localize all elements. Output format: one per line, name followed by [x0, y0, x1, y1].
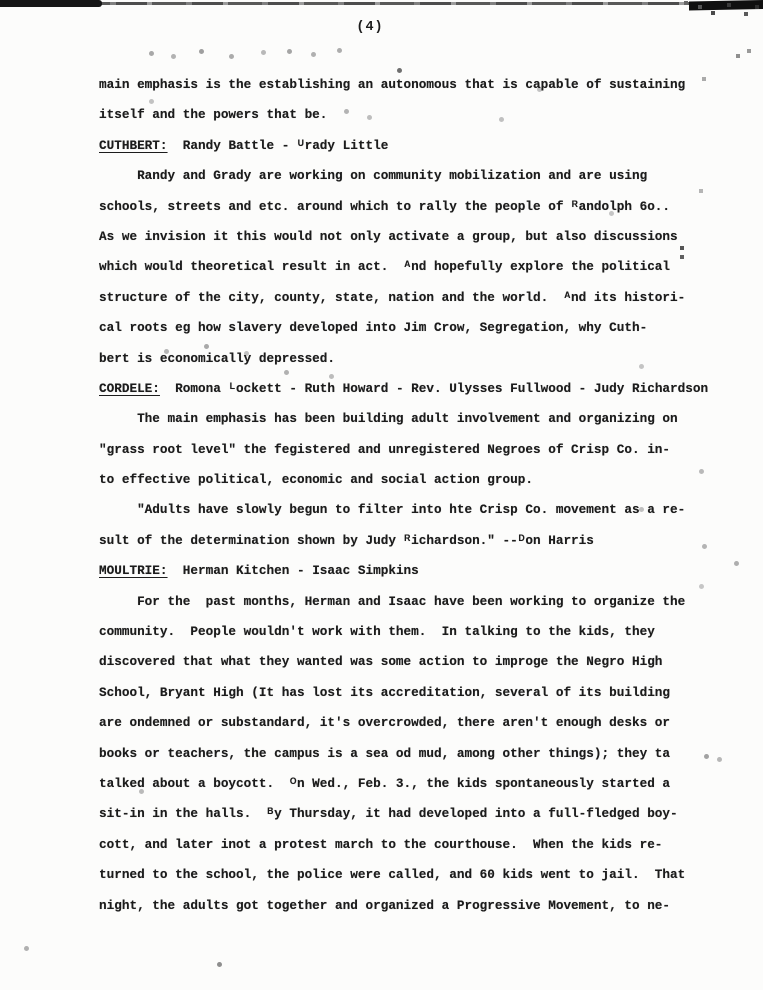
scan-corner-artifact-right	[689, 0, 763, 11]
text-line: "grass root level" the fegistered and unregistered Negroes of Crisp Co. in-	[99, 441, 671, 457]
text-line: books or teachers, the campus is a sea od mud, among other things); they ta	[99, 745, 671, 761]
text-line: night, the adults got together and organized a Progressive Movement, to ne-	[99, 897, 671, 913]
text-line: cott, and later inot a protest march to the courthouse. When the kids re-	[99, 836, 663, 852]
page-number: (4)	[356, 20, 384, 35]
text-line: The main emphasis has been building adult involvement and organizing on	[99, 411, 678, 427]
text-line: schools, streets and etc. around which to rally the people of ᴿandolph 6o..	[99, 198, 671, 214]
text-line: main emphasis is the establishing an autonomous that is capable of sustaining	[99, 77, 686, 92]
text-line: to effective political, economic and social action group.	[99, 472, 533, 488]
text-line: sult of the determination shown by Judy ᴿichardson." --ᴰon Harris	[99, 532, 594, 548]
text-line: As we invision it this would not only activate a group, but also discussions	[99, 228, 678, 244]
text-line: bert is economically depressed.	[99, 350, 336, 366]
text-line: discovered that what they wanted was some action to improge the Negro High	[99, 654, 663, 670]
text-line: cal roots eg how slavery developed into Jim Crow, Segregation, why Cuth-	[99, 320, 648, 336]
text-line: itself and the powers that be.	[99, 107, 328, 123]
document-body	[99, 70, 759, 921]
text-line: School, Bryant High (It has lost its accreditation, several of its building	[99, 684, 671, 700]
text-line: talked about a boycott. ᴼn Wed., Feb. 3., the kids spontaneously started a	[99, 775, 671, 791]
text-line: community. People wouldn't work with them. In talking to the kids, they	[99, 624, 655, 640]
text-line: are ondemned or substandard, it's overcrowded, there aren't enough desks or	[99, 715, 671, 731]
scan-noise	[0, 0, 3, 3]
text-line: Randy and Grady are working on community mobilization and are using	[99, 168, 648, 184]
text-line	[99, 374, 759, 404]
text-line	[99, 556, 759, 586]
text-line: which would theoretical result in act. ᴬnd hopefully explore the political	[99, 259, 671, 275]
text-line: turned to the school, the police were called, and 60 kids went to jail. That	[99, 867, 686, 883]
section-heading: CORDELE:	[99, 380, 160, 396]
section-heading-rest: Romona ᴸockett - Ruth Howard - Rev. Ulysses Fullwood - Judy Richardson	[159, 380, 709, 396]
scan-edge-artifact	[0, 2, 763, 5]
scan-corner-artifact-left	[0, 0, 102, 7]
text-line: For the past months, Herman and Isaac have been working to organize the	[99, 593, 686, 609]
text-line: sit-in in the halls. ᴮy Thursday, it had developed into a full-fledged boy-	[99, 806, 678, 822]
text-line: structure of the city, county, state, nation and the world. ᴬnd its histori-	[99, 289, 686, 305]
section-heading-rest: Herman Kitchen - Isaac Simpkins	[167, 563, 419, 579]
text-line: "Adults have slowly begun to filter into hte Crisp Co. movement as a re-	[99, 502, 686, 518]
text-line	[99, 131, 759, 161]
section-heading: MOULTRIE:	[99, 563, 168, 579]
section-heading-rest: Randy Battle - ᵁrady Little	[167, 137, 389, 153]
section-heading: CUTHBERT:	[99, 137, 168, 153]
